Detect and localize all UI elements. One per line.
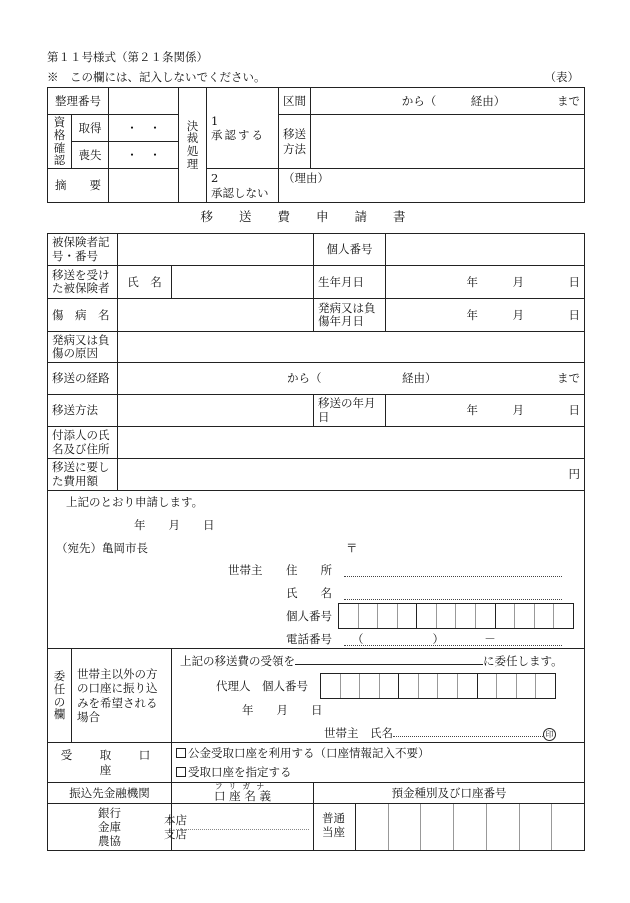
tekiyo-label: 摘 要	[48, 169, 109, 203]
shimei-label: 氏 名	[118, 266, 172, 299]
proxy-signature	[324, 725, 556, 741]
bank-branch: 本店 支店	[164, 813, 187, 841]
kojin-bango-label: 個人番号	[314, 234, 386, 266]
proxy-dairinin	[216, 679, 308, 693]
app-kojin-label: 個人番号	[286, 609, 332, 623]
tsukisoi-label: 付添人の氏名及び住所	[48, 427, 118, 459]
proxy-label: 委任の欄	[48, 649, 72, 743]
shobyo-field[interactable]	[118, 299, 314, 332]
hoho-field[interactable]	[118, 395, 314, 427]
soshitsu-field[interactable]: ・ ・	[109, 142, 179, 169]
tekiyo-field[interactable]	[109, 169, 179, 203]
hatsubyo-date-label: 発病又は負傷年月日	[314, 299, 386, 332]
approve-option[interactable]	[207, 88, 279, 169]
uketori-label: 受 取 口 座	[48, 743, 172, 783]
iso-uketa-label: 移送を受けた被保険者	[48, 266, 118, 299]
month-label: 月	[512, 274, 524, 289]
app-shimei-label: 氏 名	[286, 586, 332, 600]
approve-text: 承認する	[211, 128, 265, 142]
shutoku-label: 取得	[72, 115, 109, 142]
seinengappi-label: 生年月日	[314, 266, 386, 299]
seiri-field[interactable]	[109, 88, 179, 115]
reject-option[interactable]	[207, 169, 279, 203]
approve-num: 1	[211, 113, 219, 128]
year-label: 年	[466, 307, 478, 322]
proxy-name-field[interactable]	[393, 725, 543, 737]
day-label: 日	[568, 274, 580, 289]
postal-mark: 〒	[346, 541, 358, 555]
iso-hoho-field[interactable]	[311, 115, 585, 169]
opt-specify-account[interactable]	[176, 763, 580, 781]
opt2-label: 受取口座を指定する	[188, 764, 292, 779]
form-number: 第１１号様式（第２１条関係）	[47, 50, 208, 64]
proxy-date[interactable]: 年 月 日	[242, 703, 323, 717]
meigi-field[interactable]	[172, 804, 314, 851]
meigi-furigana: フリガナ	[214, 782, 271, 792]
shubetsu-label: 預金種別及び口座番号	[314, 783, 585, 804]
hihokensha-field[interactable]	[118, 234, 314, 266]
keiro-label: 移送の経路	[48, 363, 118, 395]
office-note-text: ※ この欄には、記入しないでください。	[47, 70, 266, 84]
month-label: 月	[512, 403, 524, 418]
phone-label: 電話番号	[286, 632, 332, 646]
account-field[interactable]	[314, 804, 585, 851]
meigi-header	[172, 783, 314, 804]
office-note	[47, 70, 579, 84]
tsukisoi-field[interactable]	[118, 427, 585, 459]
account-types: 普通 当座	[314, 804, 356, 850]
keiro-made: まで	[557, 371, 580, 386]
kessai-label: 決裁処理	[179, 88, 207, 203]
bank-types: 銀行 金庫 農協	[98, 806, 121, 848]
soshitsu-label: 喪失	[72, 142, 109, 169]
shimei-field[interactable]	[172, 266, 314, 299]
seal-icon: 印	[543, 728, 556, 741]
proxy-desc: 世帯主以外の方の口座に振り込みを希望される場合	[72, 649, 172, 743]
app-kojin-field[interactable]	[338, 603, 574, 629]
month-label: 月	[512, 307, 524, 322]
hihokensha-label: 被保険者記号・番号	[48, 234, 118, 266]
checkbox-icon[interactable]	[176, 767, 186, 777]
day-label: 日	[568, 307, 580, 322]
phone-field[interactable]	[344, 632, 562, 646]
keiro-field[interactable]	[118, 363, 585, 395]
proxy-statement-text: 上記の移送費の受領を	[180, 654, 295, 668]
form-title: 移送費申請書	[200, 209, 432, 224]
kukan-value: から（ 経由） まで	[311, 88, 585, 115]
opt1-label: 公金受取口座を利用する（口座情報記入不要）	[188, 746, 430, 761]
hatsubyo-cause-field[interactable]	[118, 332, 585, 363]
office-use-table	[47, 87, 585, 203]
shutoku-field[interactable]: ・ ・	[109, 115, 179, 142]
seiri-label: 整理番号	[48, 88, 109, 115]
year-label: 年	[466, 274, 478, 289]
iso-date-label: 移送の年月日	[314, 395, 386, 427]
proxy-statement	[180, 653, 563, 668]
statement-date[interactable]: 年 月 日	[134, 518, 215, 532]
shikaku-label: 資格確認	[48, 115, 72, 169]
furikomi-label: 振込先金融機関	[48, 783, 172, 804]
day-label: 日	[568, 403, 580, 418]
iso-date-field[interactable]	[386, 395, 585, 427]
opt-public-account[interactable]	[176, 744, 580, 762]
proxy-delegate-field[interactable]	[295, 653, 483, 665]
checkbox-icon[interactable]	[176, 748, 186, 758]
dairinin-kojin-field[interactable]	[320, 673, 556, 699]
hatsubyo-cause-label: 発病又は負傷の原因	[48, 332, 118, 363]
statement-area	[48, 491, 585, 649]
seinengappi-field[interactable]	[386, 266, 585, 299]
dairinin-kojin-label: 個人番号	[262, 679, 308, 693]
hatsubyo-date-field[interactable]	[386, 299, 585, 332]
dairinin-label: 代理人	[216, 679, 251, 693]
side-label: （表）	[544, 70, 579, 84]
keiro-value: から（ 経由）	[287, 371, 437, 386]
riyu-field[interactable]: （理由）	[279, 169, 585, 203]
reject-text: 承認しない	[211, 185, 269, 200]
app-shimei-field[interactable]	[344, 586, 562, 600]
year-label: 年	[466, 403, 478, 418]
hoho-label: 移送方法	[48, 395, 118, 427]
proxy-statement-end: に委任します。	[483, 654, 563, 668]
iso-hoho-label: 移送方法	[279, 115, 311, 169]
proxy-name-label: 世帯主 氏名	[324, 726, 393, 740]
reject-num: 2	[211, 171, 219, 186]
proxy-area	[172, 649, 585, 743]
uketori-options	[172, 743, 585, 783]
kojin-bango-field[interactable]	[386, 234, 585, 266]
statement-text: 上記のとおり申請します。	[66, 495, 204, 509]
meigi-label: 口 座 名 義	[214, 789, 271, 804]
bank-name-field[interactable]	[48, 804, 187, 851]
application-table	[47, 233, 585, 851]
hiyo-label: 移送に要した費用額	[48, 459, 118, 491]
phone-value: （ ） －	[352, 632, 496, 646]
setainushi-label: 世帯主	[228, 563, 263, 577]
shobyo-label: 傷 病 名	[48, 299, 118, 332]
addressee: （宛先）亀岡市長	[56, 541, 148, 555]
jusho-label: 住 所	[286, 563, 332, 577]
jusho-field[interactable]	[344, 563, 562, 577]
kukan-label: 区間	[279, 88, 311, 115]
hiyo-field[interactable]: 円	[118, 459, 585, 491]
